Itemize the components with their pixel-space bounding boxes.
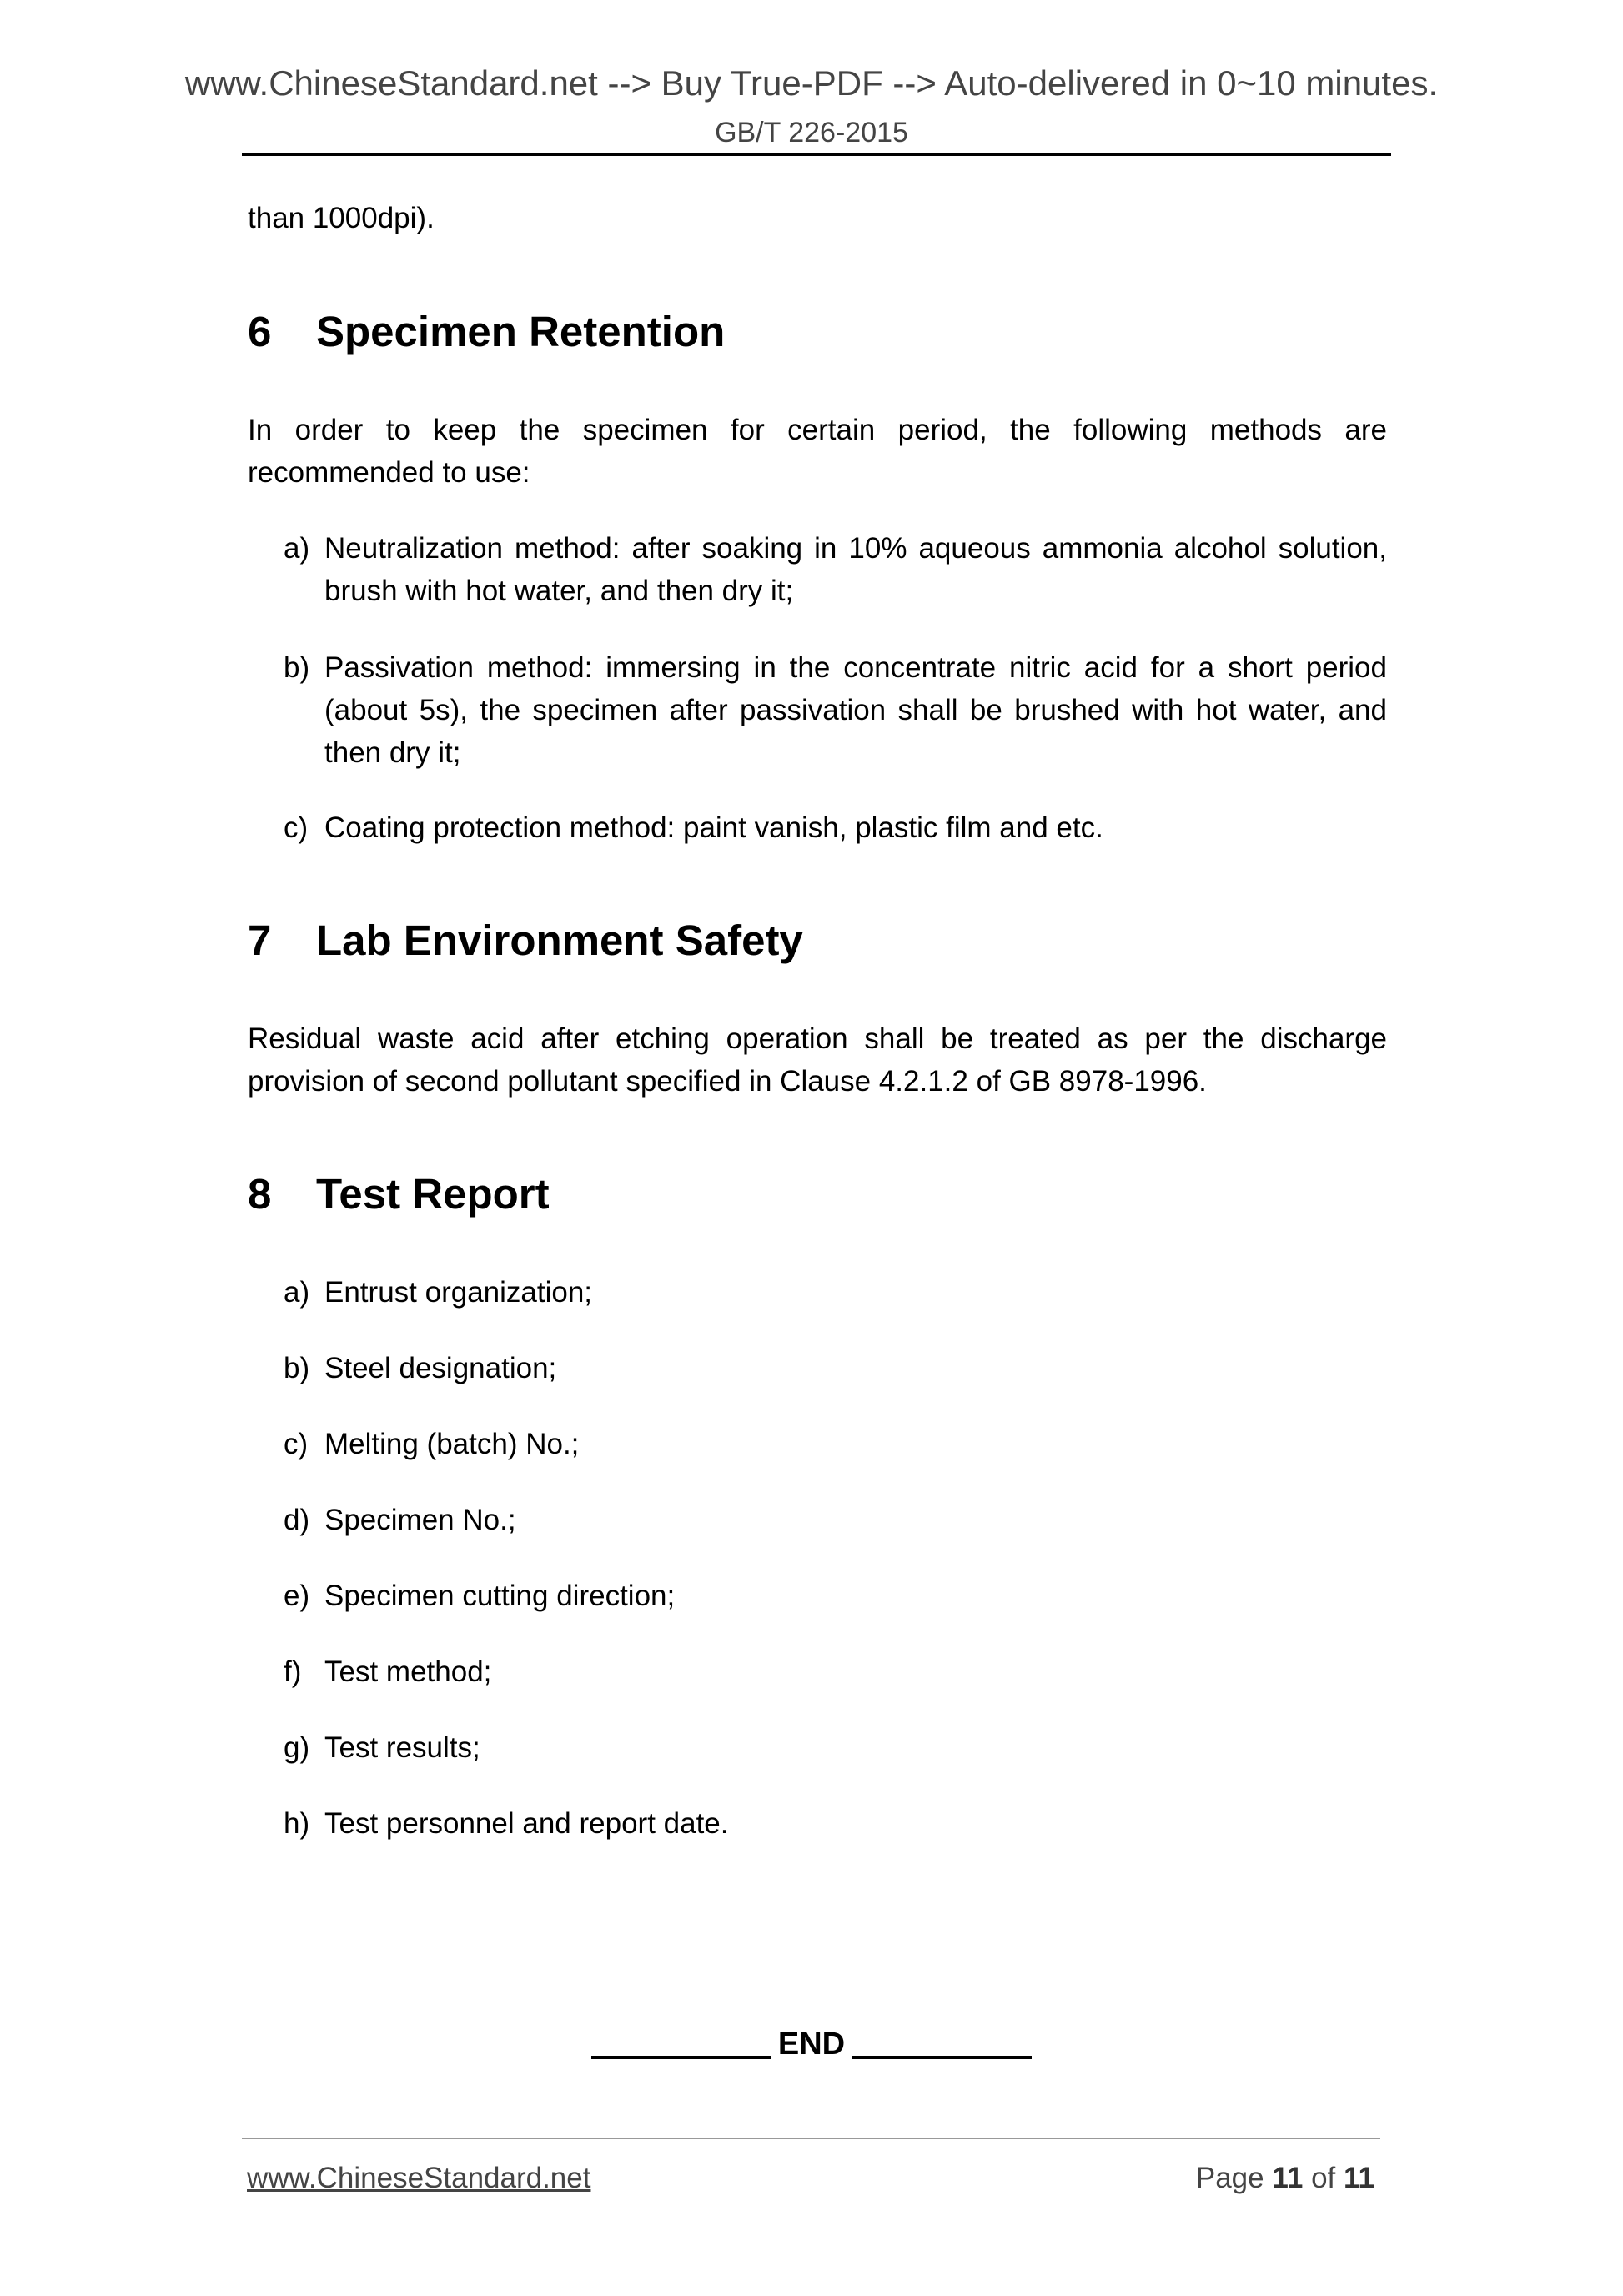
section-number: 6 [248, 308, 272, 355]
list-item [284, 1650, 1387, 1693]
page-total: 11 [1344, 2162, 1374, 2194]
section-8-heading [248, 1169, 550, 1218]
list-marker: a) [284, 1276, 310, 1309]
list-text: Neutralization method: after soaking in 10% aqueous ammonia alcohol solution, brush with hot water, and then dry it; [324, 532, 1387, 607]
list-item [284, 527, 1387, 612]
list-text: Coating protection method: paint vanish, plastic film and etc. [324, 811, 1103, 844]
list-item [284, 646, 1387, 774]
section-6-intro: In order to keep the specimen for certain period, the following methods are recommended to use: [248, 414, 1387, 489]
list-item [284, 1271, 1387, 1314]
section-title: Specimen Retention [316, 308, 726, 355]
end-label: END [777, 2027, 846, 2062]
footer-divider [242, 2138, 1380, 2139]
list-text: Passivation method: immersing in the concentrate nitric acid for a short period (about 5s), the specimen after passivation shall be brushed with hot water, and then dry it; [324, 651, 1387, 769]
header-divider [242, 153, 1391, 156]
list-marker: e) [284, 1580, 310, 1612]
list-marker: d) [284, 1504, 310, 1536]
continuation-text: than 1000dpi). [248, 202, 435, 234]
page-prefix: Page [1195, 2162, 1264, 2194]
list-item [284, 806, 1387, 849]
list-text: Specimen No.; [324, 1504, 516, 1536]
list-marker: g) [284, 1731, 310, 1764]
document-id: GB/T 226-2015 [715, 117, 908, 148]
section-7-intro: Residual waste acid after etching operation shall be treated as per the discharge provision of second pollutant specified in Clause 4.2.1.2 of GB 8978-1996. [248, 1022, 1387, 1098]
list-item [284, 1802, 1387, 1845]
list-text: Melting (batch) No.; [324, 1428, 580, 1460]
list-marker: c) [284, 1428, 309, 1460]
page-indicator [1196, 2162, 1374, 2195]
list-text: Test personnel and report date. [324, 1807, 729, 1840]
footer-website-link[interactable]: www.ChineseStandard.net [247, 2162, 591, 2194]
list-marker: f) [284, 1655, 302, 1688]
section-7-heading [248, 916, 803, 965]
list-item [284, 1726, 1387, 1769]
end-right-rule [852, 2056, 1032, 2059]
header-banner: www.ChineseStandard.net --> Buy True-PDF --> Auto-delivered in 0~10 minutes. [184, 63, 1439, 103]
end-left-rule [591, 2056, 771, 2059]
end-mark [0, 2027, 1623, 2062]
list-marker: b) [284, 651, 310, 684]
section-title: Lab Environment Safety [316, 917, 803, 964]
page-current: 11 [1272, 2162, 1304, 2194]
list-item [284, 1423, 1387, 1465]
list-item [284, 1499, 1387, 1541]
list-text: Steel designation; [324, 1352, 557, 1384]
list-text: Test results; [324, 1731, 480, 1764]
list-text: Specimen cutting direction; [324, 1580, 676, 1612]
list-marker: b) [284, 1352, 310, 1384]
list-marker: c) [284, 811, 309, 844]
list-text: Entrust organization; [324, 1276, 593, 1309]
section-title: Test Report [316, 1170, 550, 1218]
list-marker: a) [284, 532, 310, 565]
page-of: of [1311, 2162, 1336, 2194]
section-number: 7 [248, 917, 272, 964]
list-text: Test method; [324, 1655, 492, 1688]
list-item [284, 1575, 1387, 1617]
section-number: 8 [248, 1170, 272, 1218]
section-6-heading [248, 307, 725, 356]
list-marker: h) [284, 1807, 310, 1840]
list-item [284, 1347, 1387, 1389]
